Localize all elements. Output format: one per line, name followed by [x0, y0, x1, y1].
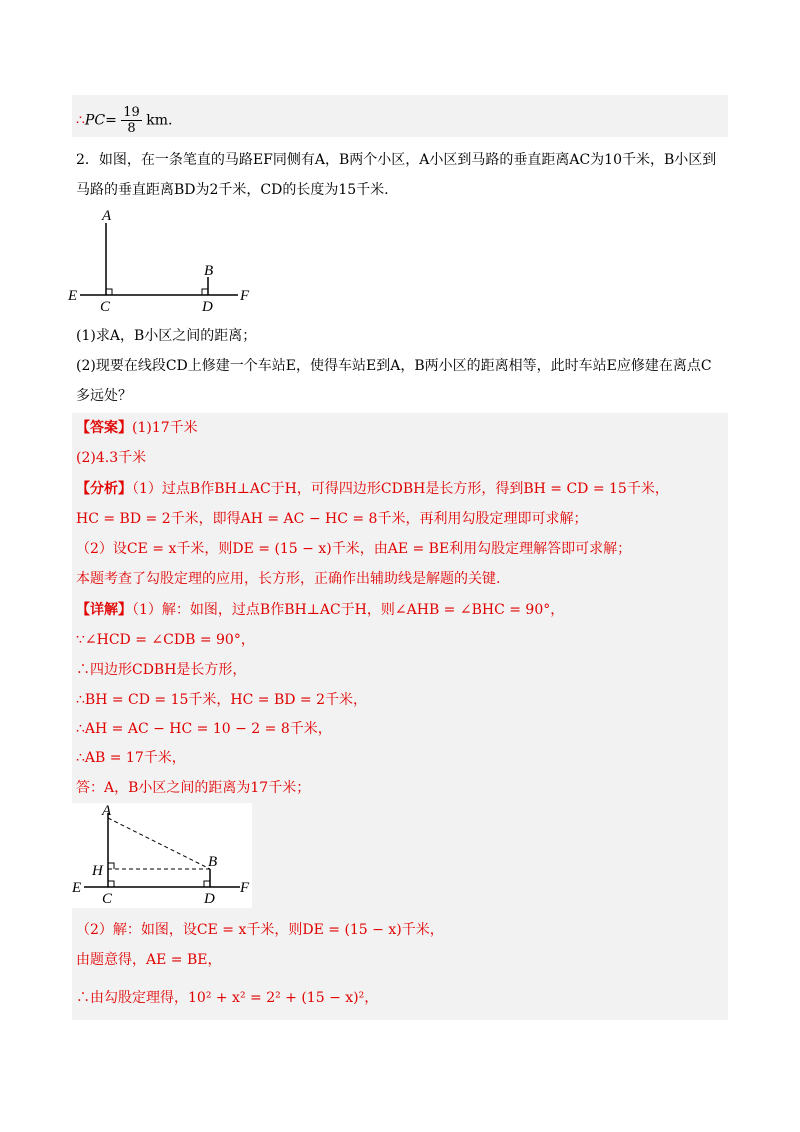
analysis-line-4: 本题考查了勾股定理的应用，长方形，正确作出辅助线是解题的关键.: [76, 571, 501, 587]
detail-line-7: 答：A，B小区之间的距离为17千米；: [76, 780, 311, 796]
label-d: D: [204, 891, 215, 907]
detail-line-9: 由题意得，AE = BE，: [76, 952, 222, 968]
answer-2: (2)4.3千米: [76, 450, 147, 466]
question-part-2-line-1: (2)现要在线段CD上修建一个车站E，使得车站E到A，B两小区的距离相等，此时车站E应修建在离点C: [76, 358, 712, 374]
label-d: D: [202, 299, 213, 315]
detail-line-2: ∵∠HCD = ∠CDB = 90°，: [76, 632, 255, 648]
detail-line-3: ∴四边形CDBH是长方形，: [76, 662, 247, 678]
question-line-2: 马路的垂直距离BD为2千米，CD的长度为15千米.: [76, 182, 389, 198]
label-c: C: [100, 299, 111, 315]
top-answer-line: ∴PC= $\frac{19}{8}$ km.: [76, 105, 173, 136]
label-f: F: [240, 880, 250, 896]
analysis-line-3: （2）设CE = x千米，则DE = (15 − x)千米，由AE = BE利用勾股定理解答即可求解；: [76, 541, 632, 557]
label-f: F: [240, 288, 250, 304]
label-a: A: [102, 803, 112, 819]
figure-2: [72, 803, 252, 908]
detail-line-10: ∴由勾股定理得，10² + x² = 2² + (15 − x)²，: [76, 990, 379, 1006]
answer-tag: 【答案】: [76, 420, 132, 436]
label-e: E: [68, 288, 78, 304]
detail-line-1: 【详解】（1）解：如图，过点B作BH⊥AC于H，则∠AHB = ∠BHC = 90°，: [76, 602, 565, 618]
detail-line-8: （2）解：如图，设CE = x千米，则DE = (15 − x)千米，: [76, 922, 444, 938]
figure-1: [66, 205, 256, 315]
label-e: E: [72, 880, 82, 896]
question-part-1: (1)求A，B小区之间的距离；: [76, 328, 257, 344]
answer-1: (1)17千米: [132, 420, 198, 436]
analysis-line-2: HC = BD = 2千米，即得AH = AC − HC = 8千米，再利用勾股定理即可求解；: [76, 511, 588, 527]
detail-tag: 【详解】: [76, 602, 132, 618]
question-line-1: 2．如图，在一条笔直的马路EF同侧有A，B两个小区，A小区到马路的垂直距离AC为10千米，B小区到: [76, 152, 717, 168]
detail-line-4: ∴BH = CD = 15千米，HC = BD = 2千米，: [76, 692, 368, 708]
label-h: H: [92, 863, 103, 879]
answer-line-1: [76, 418, 198, 438]
analysis-tag: 【分析】: [76, 481, 132, 497]
pc-label: PC: [84, 112, 106, 129]
label-b: B: [208, 854, 218, 870]
label-b: B: [204, 263, 214, 279]
label-a: A: [102, 208, 112, 224]
fraction: $\frac{19}{8}$: [123, 105, 140, 136]
detail-line-5: ∴AH = AC − HC = 10 − 2 = 8千米，: [76, 721, 332, 737]
detail-line-6: ∴AB = 17千米，: [76, 750, 186, 766]
unit-km: km.: [146, 112, 173, 129]
question-part-2-line-2: 多远处？: [76, 388, 132, 404]
label-c: C: [102, 891, 113, 907]
analysis-line-1: 【分析】（1）过点B作BH⊥AC于H，可得四边形CDBH是长方形，得到BH = CD = 15千米，: [76, 481, 669, 497]
therefore-symbol: ∴: [76, 112, 85, 129]
